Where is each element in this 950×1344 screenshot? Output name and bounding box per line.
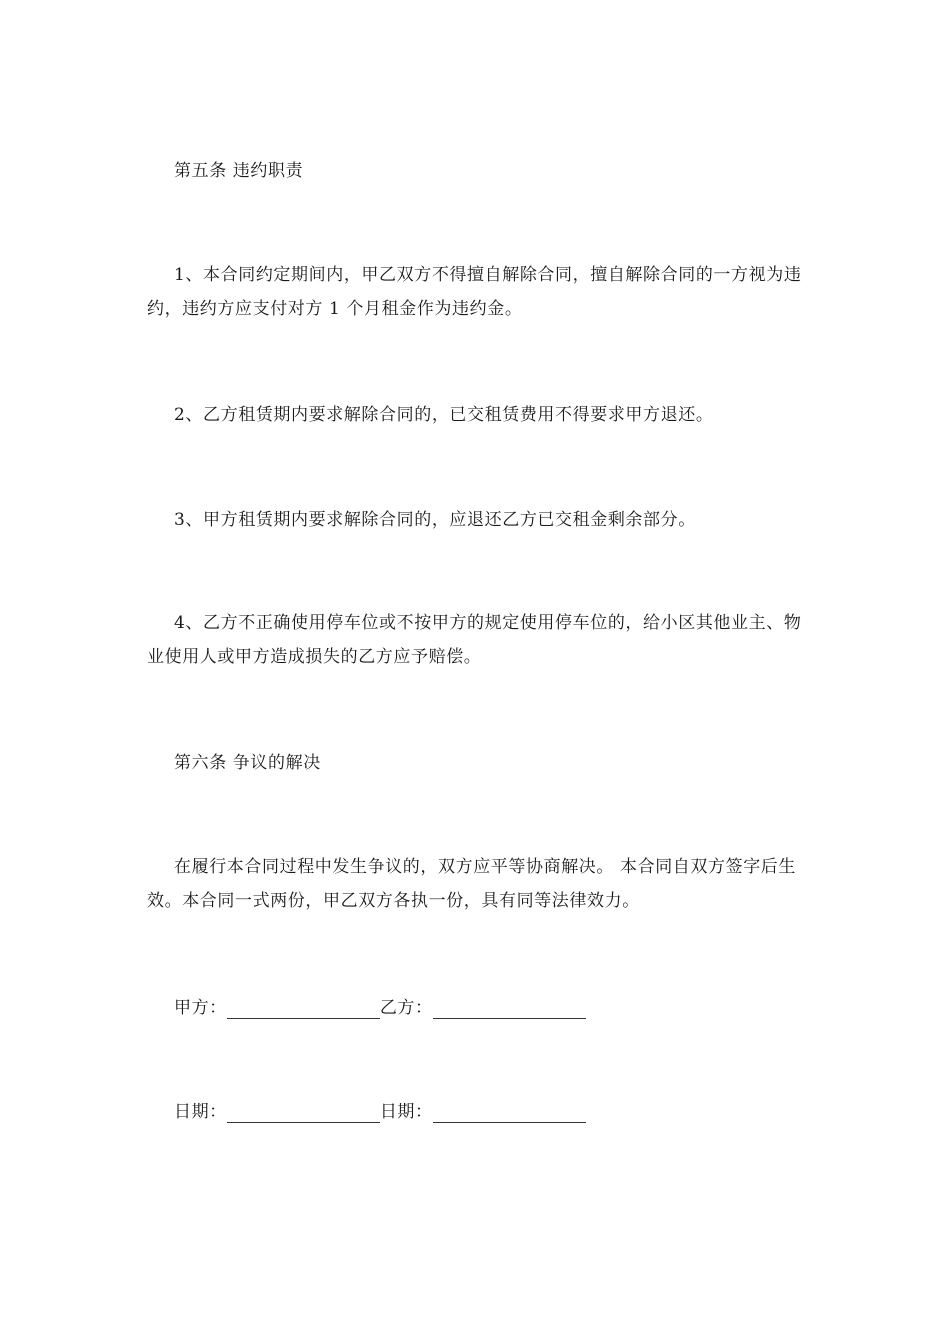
party-a-signature-line	[227, 996, 380, 1019]
party-a-label: 甲方：	[174, 998, 227, 1018]
signature-row-dates	[174, 1095, 586, 1129]
party-b-label: 乙方：	[379, 998, 433, 1018]
section5-clause-3: 3、甲方租赁期内要求解除合同的，应退还乙方已交租金剩余部分。	[174, 510, 696, 530]
date-b-line	[433, 1100, 586, 1123]
section5-clause-2: 2、乙方租赁期内要求解除合同的，已交租赁费用不得要求甲方退还。	[174, 405, 714, 425]
section6-title: 第六条 争议的解决	[174, 753, 321, 773]
date-b-label: 日期：	[379, 1102, 433, 1122]
party-b-signature-line	[433, 996, 586, 1019]
section5-clause-4: 4、乙方不正确使用停车位或不按甲方的规定使用停车位的，给小区其他业主、物业使用人或甲方造成损失的乙方应予赔偿。	[147, 613, 802, 667]
date-a-label: 日期：	[174, 1102, 227, 1122]
date-a-line	[227, 1100, 380, 1123]
section5-clause-1: 1、本合同约定期间内，甲乙双方不得擅自解除合同，擅自解除合同的一方视为违约，违约方应支付对方 1 个月租金作为违约金。	[147, 265, 802, 319]
signature-row-parties	[174, 991, 586, 1025]
section6-body: 在履行本合同过程中发生争议的，双方应平等协商解决。 本合同自双方签字后生效。本合同一式两份，甲乙双方各执一份，具有同等法律效力。	[147, 857, 797, 911]
section5-title: 第五条 违约职责	[174, 161, 304, 181]
